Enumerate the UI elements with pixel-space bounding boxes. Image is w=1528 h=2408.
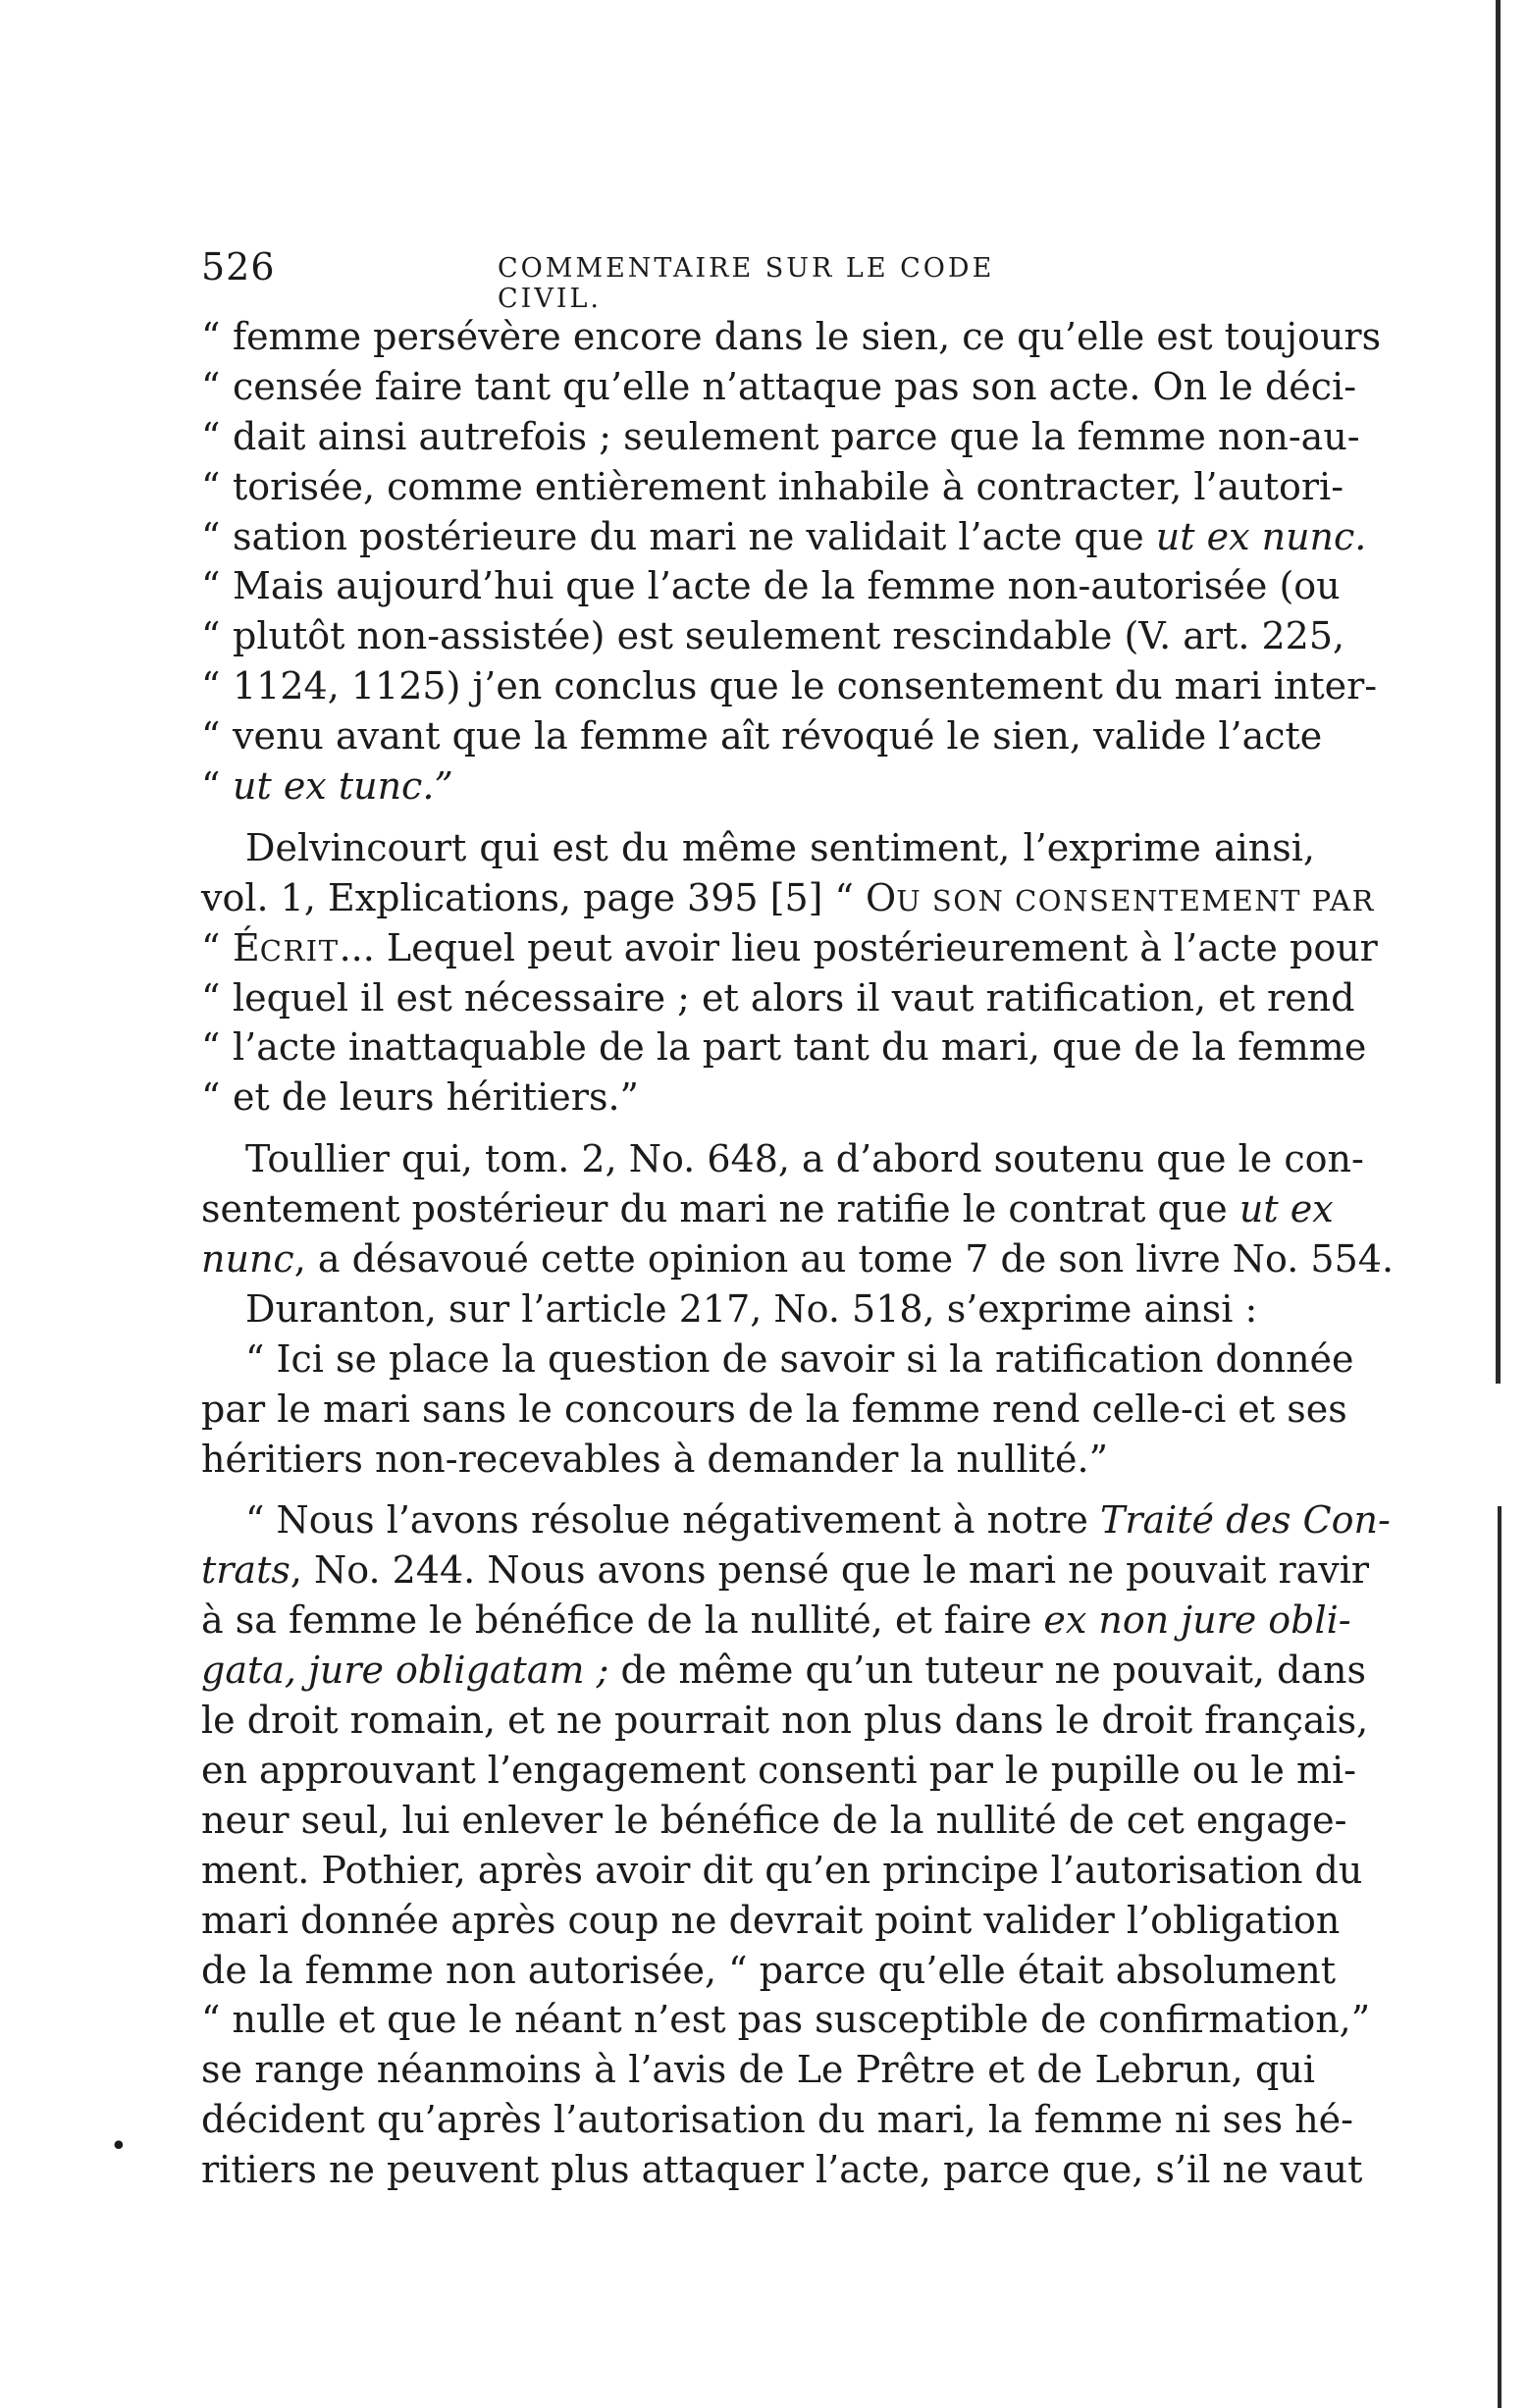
text-line: Toullier qui, tom. 2, No. 648, a d’abord soutenu que le con- <box>245 1137 1364 1181</box>
text-line: nunc, a désavoué cette opinion au tome 7 de son livre No. 554. <box>201 1237 1395 1282</box>
text-line: trats, No. 244. Nous avons pensé que le mari ne pouvait ravir <box>201 1548 1370 1593</box>
text-line: se range néanmoins à l’avis de Le Prêtre et de Lebrun, qui <box>201 2048 1315 2092</box>
page-number: 526 <box>201 245 276 288</box>
page-text <box>201 312 1395 2195</box>
text-line: “ nulle et que le néant n’est pas susceptible de confirmation,” <box>201 1998 1371 2042</box>
text-line: “ ÉCRIT... Lequel peut avoir lieu postérieurement à l’acte pour <box>201 925 1378 969</box>
text-line: Duranton, sur l’article 217, No. 518, s’exprime ainsi : <box>245 1286 1258 1331</box>
text-line: “ lequel il est nécessaire ; et alors il vaut ratification, et rend <box>201 975 1355 1020</box>
text-line: vol. 1, Explications, page 395 [5] “ OU SON CONSENTEMENT PAR <box>201 875 1375 919</box>
text-line: “ 1124, 1125) j’en conclus que le consentement du mari inter- <box>201 664 1378 708</box>
page-header <box>201 245 1065 314</box>
text-line: décident qu’après l’autorisation du mari, la femme ni ses hé- <box>201 2098 1354 2142</box>
text-line: “ Mais aujourd’hui que l’acte de la femme non-autorisée (ou <box>201 564 1341 608</box>
text-line: sentement postérieur du mari ne ratifie le contrat que ut ex <box>201 1187 1334 1231</box>
text-line: “ dait ainsi autrefois ; seulement parce que la femme non-au- <box>201 414 1360 458</box>
text-line: neur seul, lui enlever le bénéfice de la nullité de cet engage- <box>201 1798 1347 1842</box>
text-line: héritiers non-recevables à demander la nullité.” <box>201 1437 1109 1481</box>
text-line: “ et de leurs héritiers.” <box>201 1075 639 1120</box>
text-line: “ torisée, comme entièrement inhabile à contracter, l’autori- <box>201 464 1344 508</box>
text-line: gata, jure obligatam ; de même qu’un tuteur ne pouvait, dans <box>201 1649 1366 1693</box>
text-line: “ sation postérieure du mari ne validait l’acte que ut ex nunc. <box>201 514 1367 558</box>
page-edge-line <box>1496 0 1501 1384</box>
text-line: “ Ici se place la question de savoir si la ratification donnée <box>245 1336 1354 1381</box>
text-line: “ Nous l’avons résolue négativement à notre Traité des Con- <box>245 1498 1391 1543</box>
ink-speck: • <box>110 2129 128 2164</box>
text-line: “ venu avant que la femme aît révoqué le sien, valide l’acte <box>201 714 1323 759</box>
text-line: “ femme persévère encore dans le sien, ce qu’elle est toujours <box>201 315 1382 358</box>
text-line: “ plutôt non-assistée) est seulement rescindable (V. art. 225, <box>201 614 1345 658</box>
text-line: Delvincourt qui est du même sentiment, l’exprime ainsi, <box>245 825 1315 869</box>
text-line: en approuvant l’engagement consenti par le pupille ou le mi- <box>201 1748 1357 1792</box>
page-edge-line <box>1498 1506 1502 2408</box>
text-line: par le mari sans le concours de la femme rend celle-ci et ses <box>201 1387 1347 1431</box>
running-head: COMMENTAIRE SUR LE CODE CIVIL. <box>498 253 995 314</box>
text-line: ment. Pothier, après avoir dit qu’en principe l’autorisation du <box>201 1848 1363 1892</box>
text-line: “ ut ex tunc.” <box>201 764 453 809</box>
text-line: “ censée faire tant qu’elle n’attaque pas son acte. On le déci- <box>201 364 1357 408</box>
text-line: le droit romain, et ne pourrait non plus dans le droit français, <box>201 1699 1369 1743</box>
text-line: de la femme non autorisée, “ parce qu’elle était absolument <box>201 1948 1337 1992</box>
text-line: “ l’acte inattaquable de la part tant du mari, que de la femme <box>201 1025 1367 1070</box>
text-line: à sa femme le bénéfice de la nullité, et faire ex non jure obli- <box>201 1598 1351 1643</box>
text-line: ritiers ne peuvent plus attaquer l’acte, parce que, s’il ne vaut <box>201 2148 1363 2192</box>
text-line: mari donnée après coup ne devrait point valider l’obligation <box>201 1898 1341 1942</box>
